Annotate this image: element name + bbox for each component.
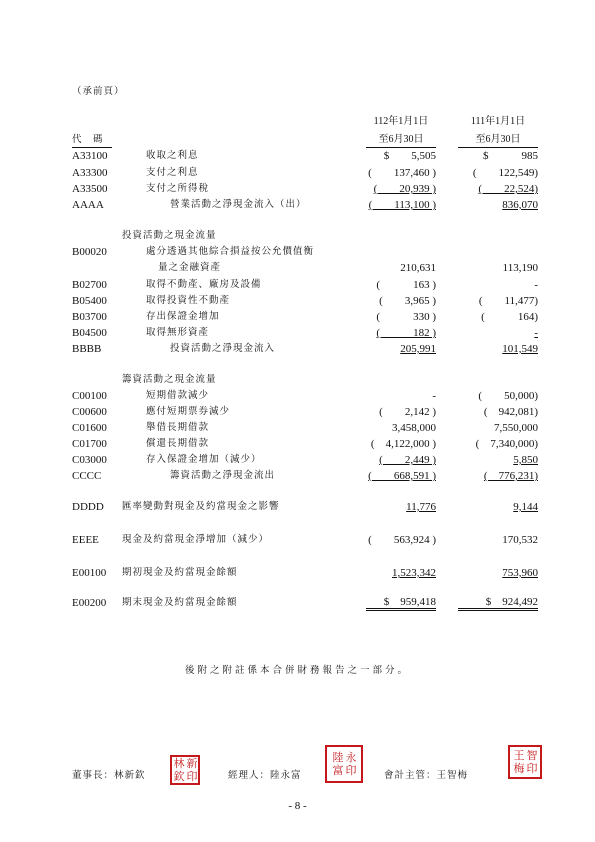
row-desc: 短期借款減少 xyxy=(146,390,210,401)
row-value-2023: $ 5,505 xyxy=(383,150,436,162)
row-value-2023: ( 2,142 ) xyxy=(379,406,436,418)
row-code: E00200 xyxy=(72,597,107,609)
row-value-2022: 7,550,000 xyxy=(494,422,538,434)
row-code: EEEE xyxy=(72,534,99,546)
row-value-2022: 753,960 xyxy=(502,567,538,579)
code-column-label: 代 碼 xyxy=(72,134,104,145)
row-code: AAAA xyxy=(72,199,104,211)
row-code: C00100 xyxy=(72,390,107,402)
row-value-2022: ( 776,231) xyxy=(483,470,538,482)
row-value-2023: - xyxy=(432,390,436,402)
row-value-2022: - xyxy=(534,279,538,291)
seal-char: 永 xyxy=(345,751,356,764)
row-value-2022: 113,190 xyxy=(502,262,538,274)
page-number: - 8 - xyxy=(288,800,307,812)
seal-char: 富 xyxy=(332,764,343,777)
row-code: CCCC xyxy=(72,470,102,482)
row-desc: 存出保證金增加 xyxy=(146,311,220,322)
row-desc: 償還長期借款 xyxy=(146,438,210,449)
row-desc: 支付之利息 xyxy=(146,167,199,178)
row-code: E00100 xyxy=(72,567,107,579)
row-value-2022: - xyxy=(534,327,538,339)
row-code: B00020 xyxy=(72,246,107,258)
row-value-2023: 205,991 xyxy=(400,343,436,355)
row-code: A33500 xyxy=(72,183,108,195)
row-desc: 營業活動之淨現金流入（出） xyxy=(170,199,307,210)
row-value-2022: 170,532 xyxy=(502,534,538,546)
seal-char: 欽 xyxy=(173,770,184,783)
seal-char: 智 xyxy=(526,749,537,762)
row-value-2023: ( 3,965 ) xyxy=(379,295,436,307)
row-desc: 取得投資性不動產 xyxy=(146,295,231,306)
row-code: A33300 xyxy=(72,167,108,179)
footnote: 後附之附註係本合併財務報告之一部分。 xyxy=(184,665,410,676)
manager-seal xyxy=(325,745,363,783)
row-value-2023: ( 563,924 ) xyxy=(368,534,436,546)
row-desc: 取得不動產、廠房及設備 xyxy=(146,279,262,290)
row-value-2023: 3,458,000 xyxy=(392,422,436,434)
row-desc: 收取之利息 xyxy=(146,150,199,161)
continued-label: （承前頁） xyxy=(72,86,125,97)
row-value-2023: $ 959,418 xyxy=(366,597,436,611)
row-desc: 量之金融資產 xyxy=(158,262,222,273)
row-value-2022: ( 7,340,000) xyxy=(475,438,538,450)
row-desc: 匯率變動對現金及約當現金之影響 xyxy=(122,501,280,512)
row-code: C03000 xyxy=(72,454,107,466)
accountant-seal xyxy=(508,745,542,779)
row-value-2022: $ 985 xyxy=(483,150,538,162)
col2-header-rule xyxy=(458,147,538,148)
row-value-2023: ( 182 ) xyxy=(376,327,436,339)
col2-header-line1: 111年1月1日 xyxy=(470,116,526,127)
seal-char: 王 xyxy=(513,749,524,762)
manager-signature: 經理人：陸永富 xyxy=(228,770,302,781)
seal-char: 印 xyxy=(345,764,356,777)
row-value-2022: 836,070 xyxy=(502,199,538,211)
accountant-signature: 會計主管：王智梅 xyxy=(384,770,469,781)
seal-char: 梅 xyxy=(513,762,524,775)
seal-char: 新 xyxy=(186,757,197,770)
col1-header-line2: 至6月30日 xyxy=(378,134,424,145)
row-value-2022: ( 50,000) xyxy=(478,390,538,402)
row-desc: 取得無形資產 xyxy=(146,327,210,338)
row-value-2023: 210,631 xyxy=(400,262,436,274)
row-value-2022: ( 122,549) xyxy=(472,167,538,179)
row-code: C00600 xyxy=(72,406,107,418)
row-value-2022: ( 164) xyxy=(481,311,538,323)
seal-char: 印 xyxy=(526,762,537,775)
row-value-2022: ( 22,524) xyxy=(478,183,538,195)
code-header-rule xyxy=(72,147,112,148)
row-value-2023: 1,523,342 xyxy=(392,567,436,579)
row-value-2022: ( 11,477) xyxy=(478,295,538,307)
row-desc: 投資活動之淨現金流入 xyxy=(170,343,276,354)
row-value-2023: ( 20,939 ) xyxy=(373,183,436,195)
col1-header-rule xyxy=(366,147,436,148)
row-code: C01700 xyxy=(72,438,107,450)
row-desc: 處分透過其他綜合損益按公允價值衡 xyxy=(146,246,315,257)
row-desc: 存入保證金增加（減少） xyxy=(146,454,262,465)
row-value-2023: ( 330 ) xyxy=(376,311,436,323)
row-code: A33100 xyxy=(72,150,108,162)
seal-char: 陸 xyxy=(332,751,343,764)
row-desc: 舉借長期借款 xyxy=(146,422,210,433)
row-code: B04500 xyxy=(72,327,107,339)
row-value-2022: 5,850 xyxy=(513,454,538,466)
row-desc: 期末現金及約當現金餘額 xyxy=(122,597,238,608)
chairman-signature: 董事長：林新欽 xyxy=(72,770,146,781)
row-value-2023: 11,776 xyxy=(406,501,436,513)
row-value-2022: 101,549 xyxy=(502,343,538,355)
row-value-2023: ( 4,122,000 ) xyxy=(370,438,436,450)
section-heading: 投資活動之現金流量 xyxy=(122,230,217,241)
section-heading: 籌資活動之現金流量 xyxy=(122,374,217,385)
row-desc: 籌資活動之淨現金流出 xyxy=(170,470,276,481)
row-value-2023: ( 2,449 ) xyxy=(379,454,436,466)
chairman-seal xyxy=(170,755,200,785)
row-desc: 現金及約當現金淨增加（減少） xyxy=(122,534,270,545)
row-value-2023: ( 113,100 ) xyxy=(368,199,436,211)
row-code: B05400 xyxy=(72,295,107,307)
seal-char: 印 xyxy=(186,770,197,783)
row-value-2022: $ 924,492 xyxy=(458,597,538,611)
row-code: BBBB xyxy=(72,343,102,355)
seal-char: 林 xyxy=(173,757,184,770)
row-value-2023: ( 163 ) xyxy=(376,279,436,291)
col1-header-line1: 112年1月1日 xyxy=(373,116,429,127)
col2-header-line2: 至6月30日 xyxy=(475,134,521,145)
row-value-2023: ( 137,460 ) xyxy=(368,167,436,179)
row-desc: 支付之所得稅 xyxy=(146,183,210,194)
row-desc: 應付短期票券減少 xyxy=(146,406,231,417)
row-desc: 期初現金及約當現金餘額 xyxy=(122,567,238,578)
row-value-2022: 9,144 xyxy=(513,501,538,513)
row-code: B02700 xyxy=(72,279,107,291)
row-value-2022: ( 942,081) xyxy=(483,406,538,418)
row-code: DDDD xyxy=(72,501,104,513)
row-code: C01600 xyxy=(72,422,107,434)
row-code: B03700 xyxy=(72,311,107,323)
row-value-2023: ( 668,591 ) xyxy=(368,470,436,482)
